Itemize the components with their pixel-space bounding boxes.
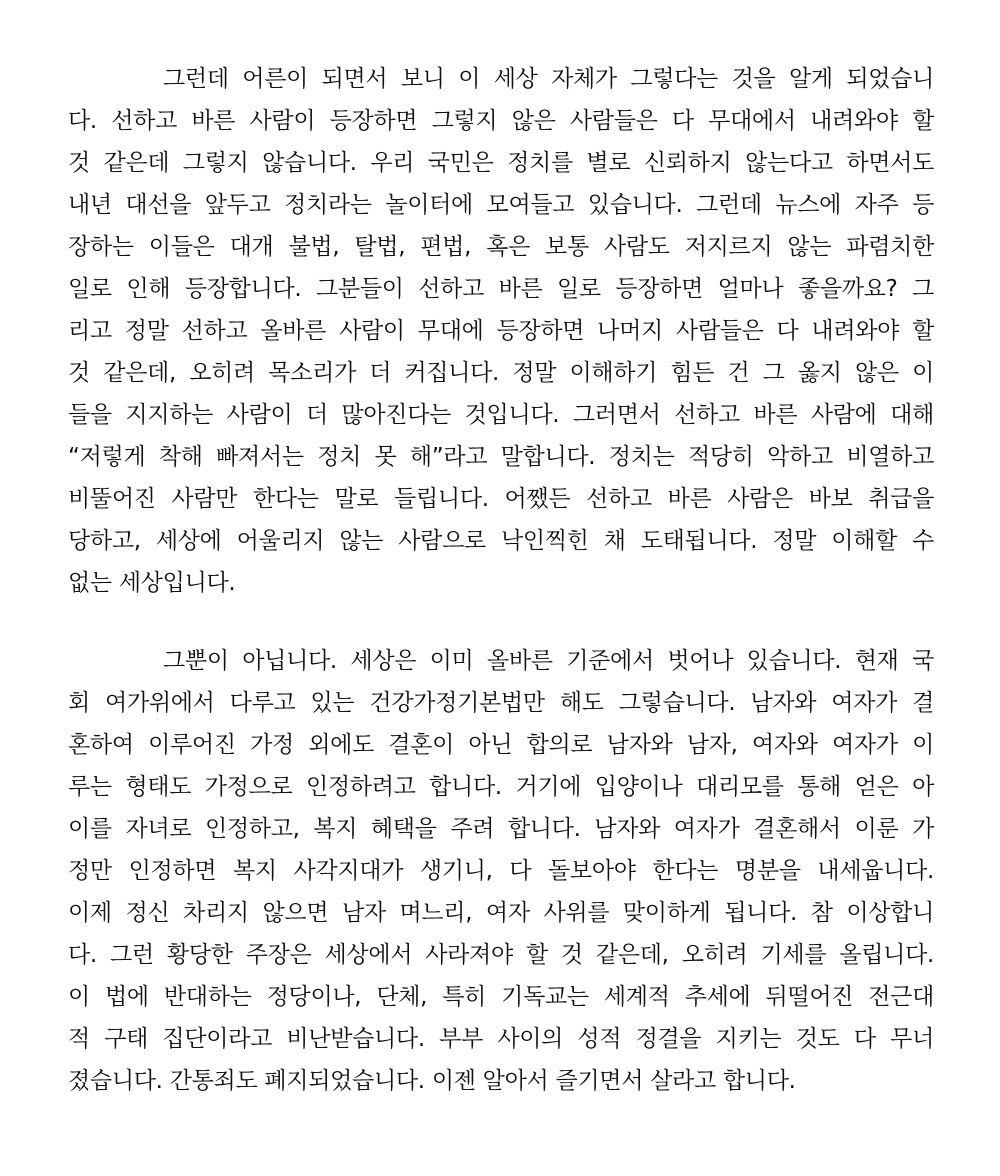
paragraph-line: 루는 형태도 가정으로 인정하려고 합니다. 거기에 입양이나 대리모를 통해 얻은 아: [68, 774, 934, 800]
paragraph-line: 이제 정신 차리지 않으면 남자 며느리, 여자 사위를 맞이하게 됩니다. 참 이상합니: [68, 900, 934, 926]
paragraph-line: 장하는 이들은 대개 불법, 탈법, 편법, 혹은 보통 사람도 저지르지 않는 파렴치한: [68, 234, 934, 260]
paragraph-line: 들을 지지하는 사람이 더 많아진다는 것입니다. 그러면서 선하고 바른 사람에 대해: [68, 402, 934, 428]
paragraph-line: 것 같은데, 오히려 목소리가 더 커집니다. 정말 이해하기 힘든 건 그 옳지 않은 이: [68, 360, 934, 386]
paragraph-1: [68, 58, 934, 604]
paragraph-line: 그런데 어른이 되면서 보니 이 세상 자체가 그렇다는 것을 알게 되었습니: [163, 66, 934, 92]
paragraph-line: 없는 세상입니다.: [68, 570, 236, 596]
paragraph-line: “저렇게 착해 빠져서는 정치 못 해”라고 말합니다. 정치는 적당히 악하고 비열하고: [68, 444, 934, 470]
paragraph-line: 이를 자녀로 인정하고, 복지 혜택을 주려 합니다. 남자와 여자가 결혼해서 이룬 가: [68, 816, 934, 842]
paragraph-line: 이 법에 반대하는 정당이나, 단체, 특히 기독교는 세계적 추세에 뒤떨어진 전근대: [68, 984, 934, 1010]
paragraph-line: 적 구태 집단이라고 비난받습니다. 부부 사이의 성적 정결을 지키는 것도 다 무너: [68, 1026, 934, 1052]
paragraph-line: 그뿐이 아닙니다. 세상은 이미 올바른 기준에서 벗어나 있습니다. 현재 국: [163, 648, 934, 674]
paragraph-line: 당하고, 세상에 어울리지 않는 사람으로 낙인찍힌 채 도태됩니다. 정말 이해할 수: [68, 528, 934, 554]
paragraph-line: 비뚤어진 사람만 한다는 말로 들립니다. 어쨌든 선하고 바른 사람은 바보 취급을: [68, 486, 934, 512]
paragraph-line: 내년 대선을 앞두고 정치라는 놀이터에 모여들고 있습니다. 그런데 뉴스에 자주 등: [68, 192, 934, 218]
paragraph-line: 일로 인해 등장합니다. 그분들이 선하고 바른 일로 등장하면 얼마나 좋을까요? 그: [68, 276, 934, 302]
paragraph-line: 다. 선하고 바른 사람이 등장하면 그렇지 않은 사람들은 다 무대에서 내려와야 할: [68, 108, 934, 134]
paragraph-line: 리고 정말 선하고 올바른 사람이 무대에 등장하면 나머지 사람들은 다 내려와야 할: [68, 318, 934, 344]
paragraph-line: 졌습니다. 간통죄도 폐지되었습니다. 이젠 알아서 즐기면서 살라고 합니다.: [68, 1068, 796, 1094]
paragraph-line: 것 같은데 그렇지 않습니다. 우리 국민은 정치를 별로 신뢰하지 않는다고 하면서도: [68, 150, 934, 176]
paragraph-line: 정만 인정하면 복지 사각지대가 생기니, 다 돌보아야 한다는 명분을 내세웁니다.: [68, 858, 934, 884]
paragraph-line: 혼하여 이루어진 가정 외에도 결혼이 아닌 합의로 남자와 남자, 여자와 여자가 이: [68, 732, 934, 758]
paragraph-line: 다. 그런 황당한 주장은 세상에서 사라져야 할 것 같은데, 오히려 기세를 올립니다.: [68, 942, 934, 968]
paragraph-line: 회 여가위에서 다루고 있는 건강가정기본법만 해도 그렇습니다. 남자와 여자가 결: [68, 690, 934, 716]
paragraph-2: [68, 640, 934, 1102]
